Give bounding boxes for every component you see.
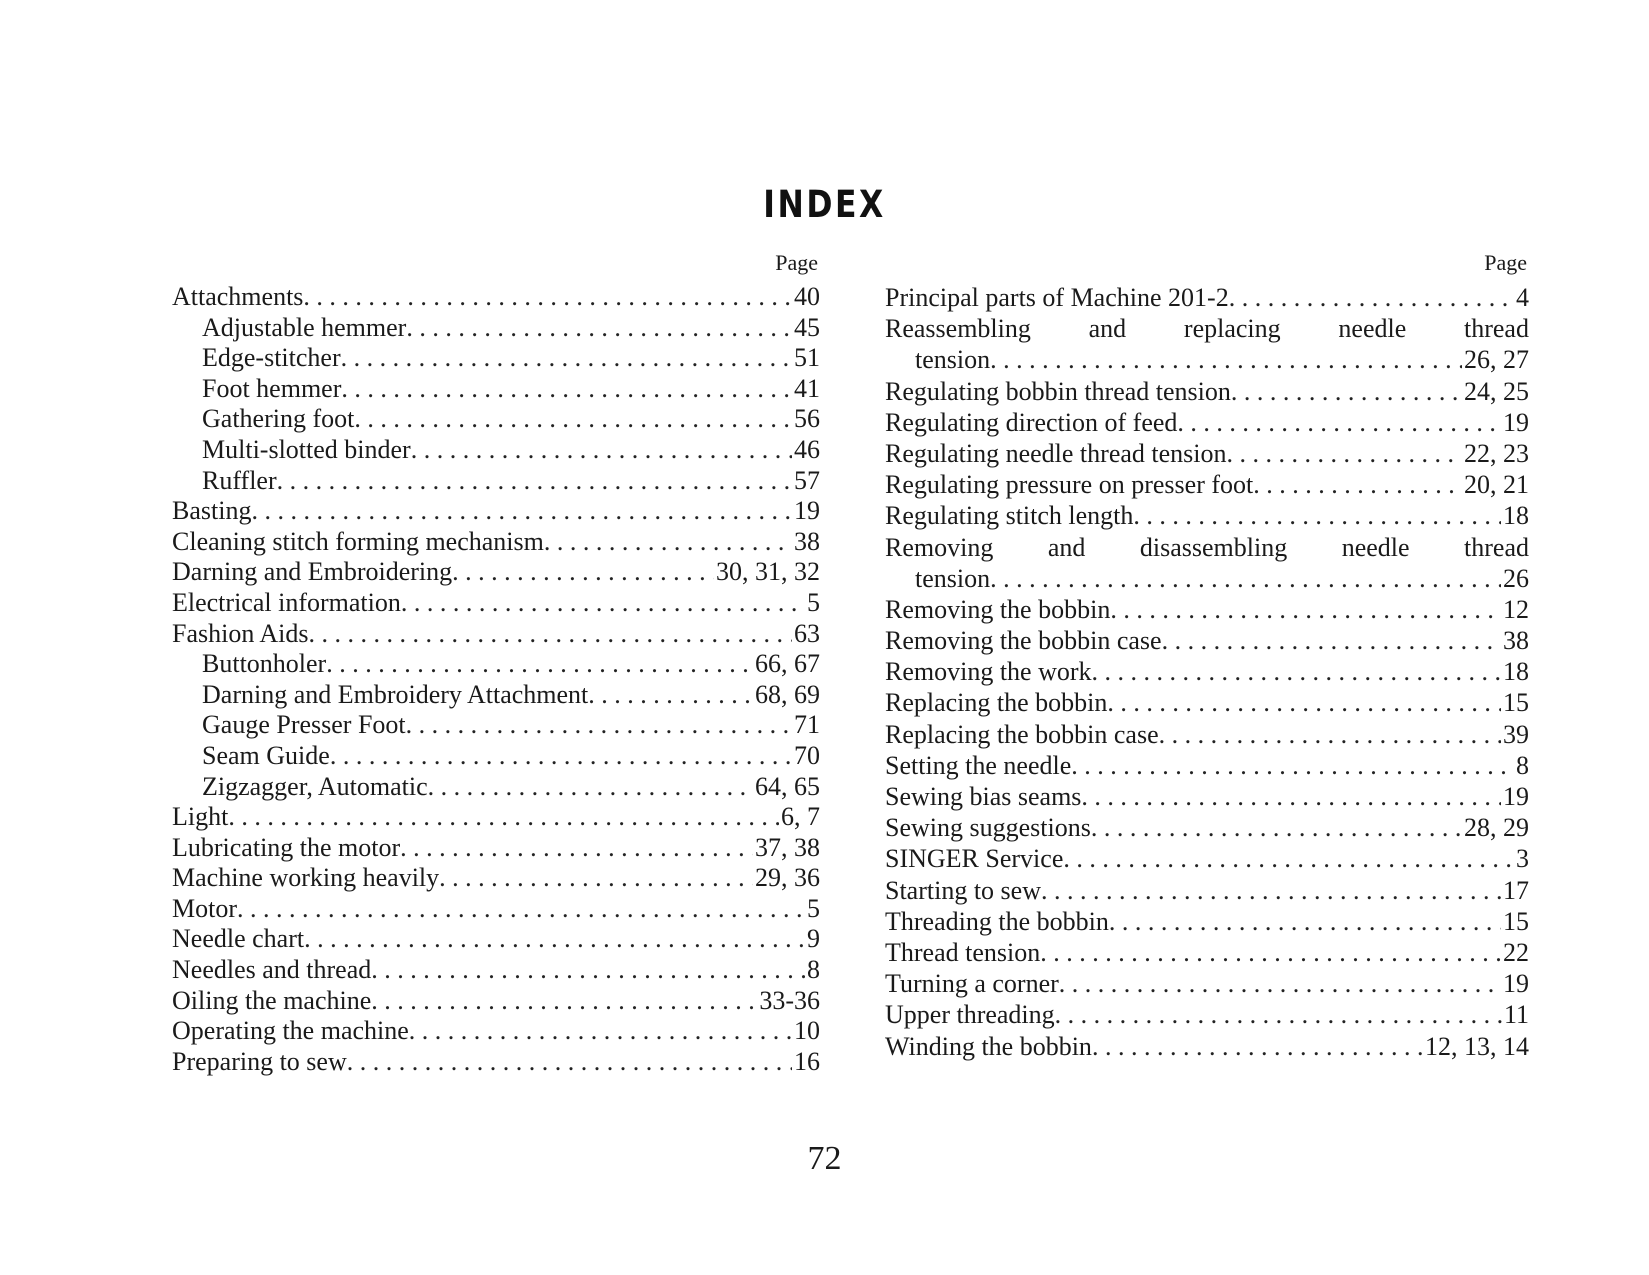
index-entry: [172, 496, 820, 527]
index-subentry: [172, 680, 820, 711]
entry-label: Foot hemmer: [202, 373, 342, 403]
index-entry: [885, 843, 1529, 874]
index-entry: [885, 906, 1529, 937]
entry-page: 45: [794, 312, 820, 342]
dot-leader: [1253, 469, 1462, 500]
index-entry: [885, 500, 1529, 531]
entry-label: Turning a corner: [885, 969, 1059, 999]
dot-leader: [1162, 625, 1501, 656]
entry-page: 24, 25: [1464, 376, 1529, 406]
dot-leader: [1041, 875, 1501, 906]
entry-page: 57: [794, 465, 820, 495]
dot-leader: [1109, 906, 1501, 937]
entry-label: Machine working heavily: [172, 863, 440, 893]
index-subentry: [172, 466, 820, 497]
dot-leader: [588, 680, 753, 711]
entry-page: 33-36: [759, 985, 820, 1015]
index-entry: [172, 619, 820, 650]
dot-leader: [1227, 438, 1462, 469]
dot-leader: [1091, 812, 1462, 843]
dot-leader: [277, 466, 792, 497]
entry-label: Operating the machine: [172, 1016, 409, 1046]
entry-page: 46: [794, 434, 820, 464]
index-entry: [885, 999, 1529, 1030]
entry-label: Needle chart: [172, 924, 305, 954]
entry-label: Edge-stitcher: [202, 343, 341, 373]
entry-label: SINGER Service: [885, 844, 1064, 874]
dot-leader: [1055, 999, 1502, 1030]
dot-leader: [406, 313, 792, 344]
entry-label: Regulating bobbin thread tension: [885, 376, 1231, 406]
index-subentry: [172, 710, 820, 741]
entry-page: 8: [807, 955, 820, 985]
index-subentry: [172, 772, 820, 803]
entry-page: 16: [794, 1046, 820, 1076]
entry-label: Upper threading: [885, 1000, 1055, 1030]
entry-label-word: and: [1088, 314, 1127, 344]
entry-label: Replacing the bobbin: [885, 688, 1108, 718]
entry-label: Replacing the bobbin case: [885, 719, 1159, 749]
left-index-column: [172, 248, 820, 1077]
dot-leader: [406, 710, 792, 741]
entry-page: 38: [794, 526, 820, 556]
page-column-header: Page: [1484, 250, 1527, 275]
entry-page: 18: [1503, 501, 1529, 531]
entry-label: Light: [172, 802, 229, 832]
index-entry: [172, 282, 820, 313]
dot-leader: [990, 344, 1462, 375]
entry-page: 17: [1503, 875, 1529, 905]
entry-label: Cleaning stitch forming mechanism: [172, 526, 544, 556]
index-title: INDEX: [763, 183, 886, 226]
entry-label: Sewing suggestions: [885, 813, 1091, 843]
entry-label-word: disassembling: [1139, 532, 1288, 562]
entry-page: 30, 31, 32: [716, 557, 820, 587]
index-subentry: [172, 404, 820, 435]
index-entry: [172, 588, 820, 619]
left-entry-list: [172, 282, 820, 1077]
entry-label: Removing the bobbin case: [885, 626, 1162, 656]
dot-leader: [1177, 407, 1501, 438]
entry-page: 51: [794, 343, 820, 373]
dot-leader: [401, 588, 805, 619]
dot-leader: [400, 833, 753, 864]
dot-leader: [354, 404, 792, 435]
index-entry: [885, 594, 1529, 625]
entry-label: Darning and Embroidering: [172, 557, 453, 587]
entry-label: Gathering foot: [202, 404, 355, 434]
entry-page: 12: [1503, 594, 1529, 624]
dot-leader: [237, 894, 805, 925]
entry-label: Removing the bobbin: [885, 594, 1111, 624]
index-entry: [885, 438, 1529, 469]
index-subentry: [172, 649, 820, 680]
index-entry: [885, 625, 1529, 656]
entry-page: 10: [794, 1016, 820, 1046]
dot-leader: [347, 1047, 792, 1078]
dot-leader: [1107, 687, 1501, 718]
index-entry-continuation: [885, 344, 1529, 375]
entry-label: Gauge Presser Foot: [202, 710, 406, 740]
entry-label: Electrical information: [172, 587, 401, 617]
entry-page: 15: [1503, 688, 1529, 718]
dot-leader: [371, 986, 757, 1017]
dot-leader: [228, 802, 779, 833]
entry-label: Starting to sew: [885, 875, 1041, 905]
entry-label: tension: [915, 563, 991, 593]
index-subentry: [172, 374, 820, 405]
index-entry: [172, 986, 820, 1017]
dot-leader: [303, 282, 792, 313]
index-entry: [172, 924, 820, 955]
entry-label: Principal parts of Machine 201-2: [885, 283, 1229, 312]
index-entry: [172, 1016, 820, 1047]
dot-leader: [330, 741, 792, 772]
index-entry: [885, 719, 1529, 750]
entry-label: Buttonholer: [202, 649, 327, 679]
entry-page: 22: [1503, 937, 1529, 967]
dot-leader: [1081, 781, 1501, 812]
index-entry: [885, 875, 1529, 906]
entry-label: Fashion Aids: [172, 618, 309, 648]
dot-leader: [1110, 594, 1501, 625]
dot-leader: [409, 1016, 792, 1047]
entry-page: 19: [1503, 969, 1529, 999]
entry-page: 26: [1503, 563, 1529, 593]
dot-leader: [439, 863, 753, 894]
right-index-column: [885, 248, 1529, 1062]
entry-page: 18: [1503, 657, 1529, 687]
entry-page: 26, 27: [1464, 345, 1529, 375]
entry-label: tension: [915, 345, 991, 375]
entry-label: Attachments: [172, 282, 304, 311]
entry-label-word: needle: [1338, 314, 1407, 344]
entry-page: 40: [794, 282, 820, 311]
entry-page: 19: [1503, 407, 1529, 437]
dot-leader: [1231, 376, 1462, 407]
entry-label: Needles and thread: [172, 955, 372, 985]
index-entry: [172, 802, 820, 833]
entry-page: 68, 69: [755, 679, 820, 709]
index-entry: [885, 313, 1529, 344]
dot-leader: [341, 343, 792, 374]
page-column-header: Page: [775, 250, 818, 275]
entry-page: 19: [794, 496, 820, 526]
entry-label: Adjustable hemmer: [202, 312, 407, 342]
entry-page: 11: [1503, 1000, 1529, 1030]
entry-page: 71: [794, 710, 820, 740]
entry-label: Preparing to sew: [172, 1046, 347, 1076]
entry-label: Ruffler: [202, 465, 277, 495]
entry-label: Zigzagger, Automatic: [202, 771, 428, 801]
dot-leader: [1063, 843, 1514, 874]
index-entry: [172, 894, 820, 925]
entry-page: 70: [794, 740, 820, 770]
entry-page: 56: [794, 404, 820, 434]
page-number: 72: [807, 1140, 842, 1177]
index-entry: [885, 469, 1529, 500]
index-entry: [172, 955, 820, 986]
dot-leader: [428, 772, 753, 803]
dot-leader: [341, 374, 792, 405]
entry-label: Basting: [172, 496, 252, 526]
dot-leader: [251, 496, 792, 527]
index-entry: [885, 376, 1529, 407]
dot-leader: [1071, 750, 1514, 781]
entry-label: Regulating stitch length: [885, 501, 1134, 531]
index-entry: [172, 833, 820, 864]
entry-page: 12, 13, 14: [1425, 1031, 1529, 1061]
dot-leader: [1133, 500, 1501, 531]
dot-leader: [326, 649, 753, 680]
index-entry: [885, 937, 1529, 968]
entry-page: 38: [1503, 626, 1529, 656]
entry-page: 41: [794, 373, 820, 403]
entry-page: 39: [1503, 719, 1529, 749]
index-entry: [172, 527, 820, 558]
entry-label: Setting the needle: [885, 750, 1072, 780]
entry-label-word: Reassembling: [885, 314, 1031, 344]
entry-page: 37, 38: [755, 832, 820, 862]
index-entry-continuation: [885, 563, 1529, 594]
right-entry-list: [885, 282, 1529, 1062]
entry-label: Thread tension: [885, 937, 1041, 967]
entry-label: Regulating needle thread tension: [885, 438, 1227, 468]
dot-leader: [1092, 656, 1501, 687]
dot-leader: [1092, 1031, 1423, 1062]
index-entry: [885, 750, 1529, 781]
entry-label: Winding the bobbin: [885, 1031, 1092, 1061]
entry-label: [885, 532, 1529, 563]
dot-leader: [544, 527, 792, 558]
dot-leader: [1040, 937, 1501, 968]
entry-page: 15: [1503, 906, 1529, 936]
entry-label: Lubricating the motor: [172, 832, 401, 862]
entry-page: 5: [807, 587, 820, 617]
entry-page: 19: [1503, 782, 1529, 811]
entry-page: 29, 36: [755, 863, 820, 893]
entry-label: Regulating direction of feed: [885, 407, 1178, 437]
index-entry: [885, 656, 1529, 687]
dot-leader: [452, 557, 714, 588]
index-entry: [885, 968, 1529, 999]
index-subentry: [172, 343, 820, 374]
entry-label: [885, 313, 1529, 344]
entry-label: Motor: [172, 893, 237, 923]
entry-label-word: replacing: [1183, 314, 1281, 344]
entry-label-word: thread: [1464, 314, 1529, 344]
entry-page: 4: [1516, 283, 1529, 312]
entry-page: 28, 29: [1464, 813, 1529, 843]
entry-page: 64, 65: [755, 771, 820, 801]
index-entry: [885, 812, 1529, 843]
dot-leader: [1229, 282, 1514, 313]
dot-leader: [371, 955, 805, 986]
index-entry: [172, 1047, 820, 1078]
entry-label: Multi-slotted binder: [202, 434, 411, 464]
entry-page: 3: [1516, 844, 1529, 874]
entry-label-word: needle: [1341, 532, 1410, 562]
entry-page: 66, 67: [755, 649, 820, 679]
dot-leader: [990, 563, 1501, 594]
entry-label: Darning and Embroidery Attachment: [202, 679, 589, 709]
entry-page: 5: [807, 893, 820, 923]
entry-label: Oiling the machine: [172, 985, 372, 1015]
index-entry: [885, 407, 1529, 438]
dot-leader: [411, 435, 792, 466]
index-entry: [885, 781, 1529, 812]
index-subentry: [172, 435, 820, 466]
entry-label: Seam Guide: [202, 740, 330, 770]
entry-label: Sewing bias seams: [885, 782, 1082, 811]
entry-page: 22, 23: [1464, 438, 1529, 468]
entry-label: Regulating pressure on presser foot: [885, 470, 1254, 500]
dot-leader: [1059, 968, 1501, 999]
entry-page: 20, 21: [1464, 470, 1529, 500]
entry-page: 63: [794, 618, 820, 648]
dot-leader: [309, 619, 792, 650]
entry-label-word: thread: [1464, 532, 1529, 562]
dot-leader: [304, 924, 805, 955]
entry-page: 9: [807, 924, 820, 954]
index-subentry: [172, 741, 820, 772]
index-entry: [172, 557, 820, 588]
entry-page: 8: [1516, 750, 1529, 780]
index-subentry: [172, 313, 820, 344]
index-entry: [885, 1031, 1529, 1062]
dot-leader: [1159, 719, 1501, 750]
index-entry: [172, 863, 820, 894]
entry-page: 6, 7: [781, 802, 820, 832]
entry-label: Removing the work: [885, 657, 1092, 687]
index-entry: [885, 687, 1529, 718]
entry-label: Threading the bobbin: [885, 906, 1109, 936]
index-entry: [885, 532, 1529, 563]
entry-label-word: Removing: [885, 532, 994, 562]
index-entry: [885, 282, 1529, 313]
entry-label-word: and: [1047, 532, 1086, 562]
